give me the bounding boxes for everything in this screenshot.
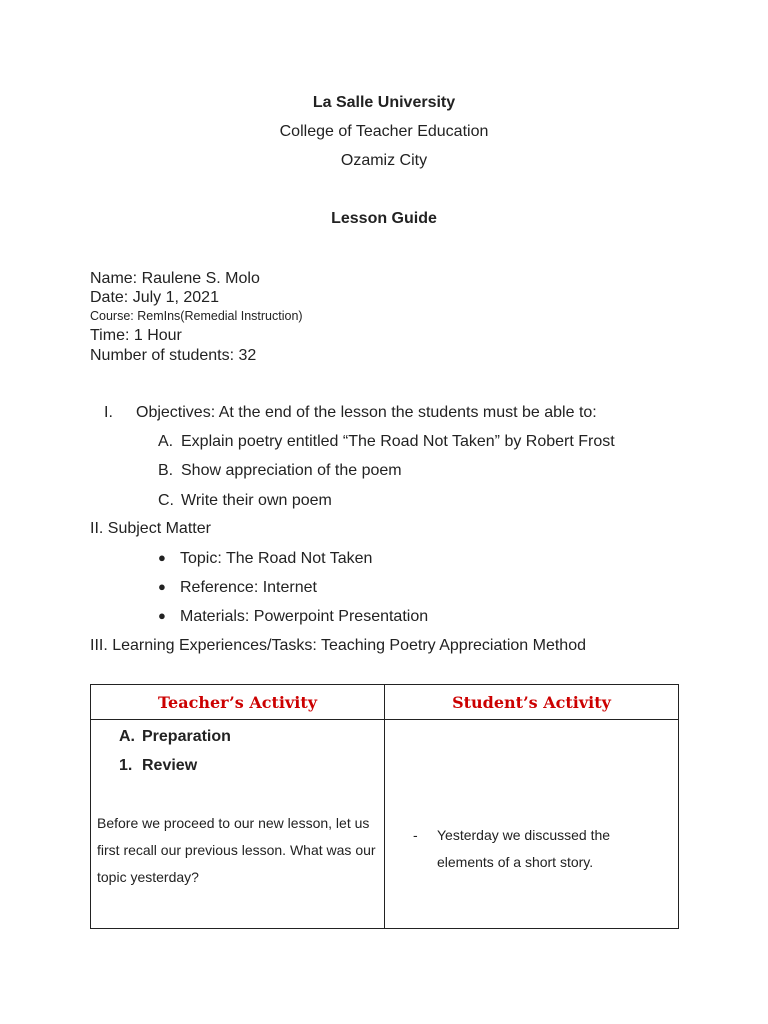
teacher-activity-text: Before we proceed to our new lesson, let us first recall our previous lesson. What was our topic yesterday?	[97, 815, 376, 885]
objective-letter: B.	[158, 462, 174, 479]
review-number: 1.	[119, 757, 133, 774]
objectives-number: I.	[104, 404, 113, 421]
document-title: Lesson Guide	[331, 210, 437, 227]
teacher-cell	[91, 720, 385, 929]
preparation-letter: A.	[119, 728, 135, 745]
review-label: Review	[142, 757, 198, 774]
table-row	[91, 720, 679, 929]
preparation-label: Preparation	[142, 728, 231, 745]
objective-item	[158, 433, 615, 451]
subject-item-text: Topic: The Road Not Taken	[180, 550, 373, 567]
info-time: Time: 1 Hour	[90, 327, 182, 344]
student-activity-text: Yesterday we discussed the elements of a short story.	[437, 827, 611, 870]
objective-text: Show appreciation of the poem	[181, 462, 402, 479]
review-heading	[119, 757, 197, 775]
university-name: La Salle University	[312, 94, 456, 111]
bullet-icon: ●	[158, 550, 166, 565]
objective-item	[158, 492, 332, 510]
subject-item-text: Reference: Internet	[180, 579, 317, 596]
info-students: Number of students: 32	[90, 347, 257, 364]
objectives-heading	[104, 404, 597, 422]
bullet-icon: ●	[158, 579, 166, 594]
objective-item	[158, 462, 402, 480]
objective-letter: C.	[158, 492, 174, 509]
objective-text: Write their own poem	[181, 492, 332, 509]
subject-item	[158, 608, 428, 626]
subject-item	[158, 579, 317, 597]
dash-icon: -	[413, 827, 418, 843]
city-name: Ozamiz City	[340, 152, 428, 169]
subject-item	[158, 550, 372, 568]
table-header-row	[91, 685, 679, 720]
student-activity-item	[413, 822, 643, 876]
objective-letter: A.	[158, 433, 174, 450]
student-cell	[385, 720, 679, 929]
activity-table	[90, 684, 679, 929]
info-date: Date: July 1, 2021	[90, 289, 219, 306]
objectives-text: Objectives: At the end of the lesson the students must be able to:	[136, 404, 597, 421]
info-name: Name: Raulene S. Molo	[90, 270, 260, 287]
teacher-activity-header: Teacher’s Activity	[91, 685, 385, 720]
subject-item-text: Materials: Powerpoint Presentation	[180, 608, 429, 625]
student-activity-header: Student’s Activity	[385, 685, 679, 720]
info-course: Course: RemIns(Remedial Instruction)	[90, 309, 303, 323]
bullet-icon: ●	[158, 608, 166, 623]
objective-text: Explain poetry entitled “The Road Not Taken” by Robert Frost	[181, 433, 615, 450]
subject-matter-heading: II. Subject Matter	[90, 520, 211, 537]
learning-heading: III. Learning Experiences/Tasks: Teaching Poetry Appreciation Method	[90, 637, 586, 654]
preparation-heading	[119, 728, 231, 746]
college-name: College of Teacher Education	[279, 123, 489, 140]
